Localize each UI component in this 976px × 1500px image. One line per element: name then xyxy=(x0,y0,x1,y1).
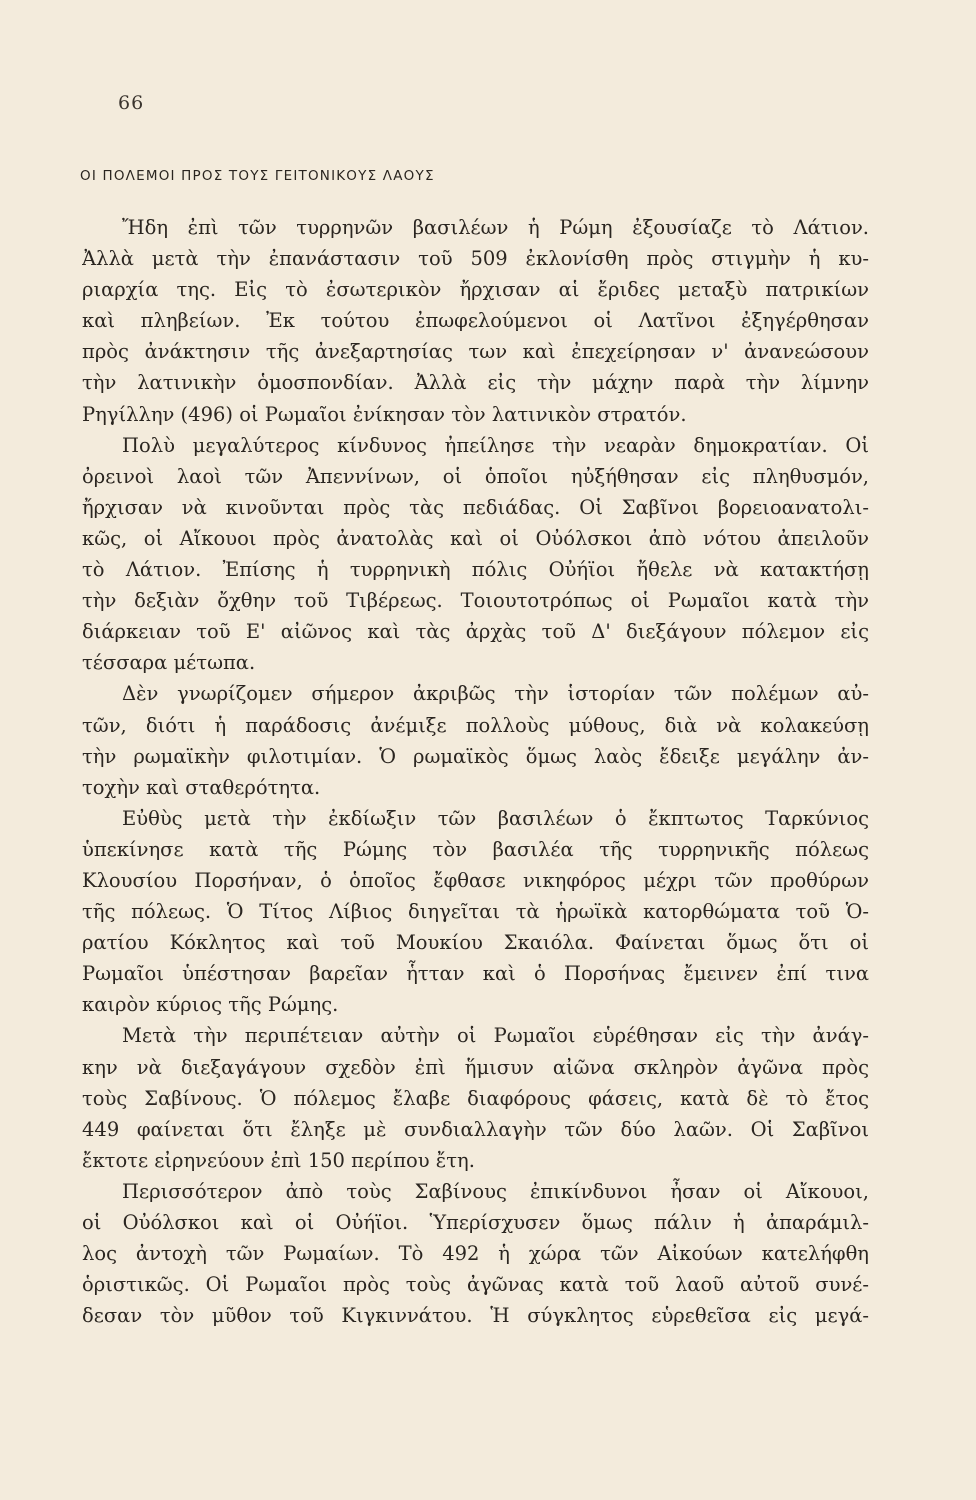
text-line: τοχὴν καὶ σταθερότητα. xyxy=(82,775,321,799)
text-line: Εὐθὺς μετὰ τὴν ἐκδίωξιν τῶν βασιλέων ὁ ἔκπτωτος Ταρκύνιος xyxy=(122,806,869,830)
text-line: 449 φαίνεται ὅτι ἔληξε μὲ συνδιαλλαγὴν τῶν δύο λαῶν. Οἱ Σαβῖνοι xyxy=(82,1117,869,1141)
paragraph-5 xyxy=(82,1020,869,1175)
text-line: Ἤδη ἐπὶ τῶν τυρρηνῶν βασιλέων ἡ Ρώμη ἐξουσίαζε τὸ Λάτιον. xyxy=(122,216,869,239)
page-number: 66 xyxy=(118,92,145,114)
paragraph-3 xyxy=(82,678,869,802)
text-line: καὶ πληβείων. Ἐκ τούτου ἐπωφελούμενοι οἱ Λατῖνοι ἐξηγέρθησαν xyxy=(82,309,869,333)
text-line: κην νὰ διεξαγάγουν σχεδὸν ἐπὶ ἥμισυν αἰῶνα σκληρὸν ἀγῶνα πρὸς xyxy=(82,1055,869,1079)
text-line: τὴν λατινικὴν ὁμοσπονδίαν. Ἀλλὰ εἰς τὴν μάχην παρὰ τὴν λίμνην xyxy=(82,371,869,395)
text-line: ἤρχισαν νὰ κινοῦνται πρὸς τὰς πεδιάδας. Οἱ Σαβῖνοι βορειοανατολι- xyxy=(82,495,869,519)
text-line: Ἀλλὰ μετὰ τὴν ἐπανάστασιν τοῦ 509 ἐκλονίσθη πρὸς στιγμὴν ἡ κυ- xyxy=(82,247,869,271)
text-line: λος ἀντοχὴ τῶν Ρωμαίων. Τὸ 492 ἡ χώρα τῶν Αἰκούων κατελήφθη xyxy=(82,1242,869,1266)
text-line: Κλουσίου Πορσήναν, ὁ ὁποῖος ἔφθασε νικηφόρος μέχρι τῶν προθύρων xyxy=(82,868,869,892)
text-line: διάρκειαν τοῦ Ε' αἰῶνος καὶ τὰς ἀρχὰς τοῦ Δ' διεξάγουν πόλεμον εἰς xyxy=(82,620,869,644)
text-line: τέσσαρα μέτωπα. xyxy=(82,651,256,675)
paragraph-2 xyxy=(82,430,869,679)
text-line: τὸ Λάτιον. Ἐπίσης ἡ τυρρηνικὴ πόλις Οὐήϊοι ἤθελε νὰ κατακτήσῃ xyxy=(82,558,869,582)
text-line: καιρὸν κύριος τῆς Ρώμης. xyxy=(82,993,339,1017)
text-line: Ρηγίλλην (496) οἱ Ρωμαῖοι ἐνίκησαν τὸν λατινικὸν στρατόν. xyxy=(82,402,687,426)
text-line: τοὺς Σαβίνους. Ὁ πόλεμος ἔλαβε διαφόρους φάσεις, κατὰ δὲ τὸ ἔτος xyxy=(82,1086,869,1110)
text-line: τὴν δεξιὰν ὄχθην τοῦ Τιβέρεως. Τοιουτοτρόπως οἱ Ρωμαῖοι κατὰ τὴν xyxy=(82,589,869,613)
text-line: ὑπεκίνησε κατὰ τῆς Ρώμης τὸν βασιλέα τῆς τυρρηνικῆς πόλεως xyxy=(82,837,869,861)
text-line: οἱ Οὐόλσκοι καὶ οἱ Οὐήϊοι. Ὑπερίσχυσεν ὅμως πάλιν ἡ ἀπαράμιλ- xyxy=(82,1211,869,1234)
text-line: ριαρχία της. Εἰς τὸ ἐσωτερικὸν ἤρχισαν αἱ ἔριδες μεταξὺ πατρικίων xyxy=(82,278,869,302)
text-line: ρατίου Κόκλητος καὶ τοῦ Μουκίου Σκαιόλα. Φαίνεται ὅμως ὅτι οἱ xyxy=(82,931,869,955)
text-line: ἔκτοτε εἰρηνεύουν ἐπὶ 150 περίπου ἔτη. xyxy=(82,1148,475,1172)
text-line: τὴν ρωμαϊκὴν φιλοτιμίαν. Ὁ ρωμαϊκὸς ὅμως λαὸς ἔδειξε μεγάλην ἀν- xyxy=(82,744,869,768)
text-line: Ρωμαῖοι ὑπέστησαν βαρεῖαν ἧτταν καὶ ὁ Πορσήνας ἔμεινεν ἐπί τινα xyxy=(82,962,869,986)
paragraph-4 xyxy=(82,803,869,1021)
text-line: κῶς, οἱ Αἴκουοι πρὸς ἀνατολὰς καὶ οἱ Οὐόλσκοι ἀπὸ νότου ἀπειλοῦν xyxy=(82,526,869,550)
text-line: Μετὰ τὴν περιπέτειαν αὐτὴν οἱ Ρωμαῖοι εὑρέθησαν εἰς τὴν ἀνάγ- xyxy=(122,1024,869,1048)
text-line: πρὸς ἀνάκτησιν τῆς ἀνεξαρτησίας των καὶ ἐπεχείρησαν ν' ἀνανεώσουν xyxy=(82,340,869,364)
text-line: τῆς πόλεως. Ὁ Τίτος Λίβιος διηγεῖται τὰ ἡρωϊκὰ κατορθώματα τοῦ Ὁ- xyxy=(82,900,869,924)
text-line: τῶν, διότι ἡ παράδοσις ἀνέμιξε πολλοὺς μύθους, διὰ νὰ κολακεύσῃ xyxy=(82,713,869,737)
text-line: ὁριστικῶς. Οἱ Ρωμαῖοι πρὸς τοὺς ἀγῶνας κατὰ τοῦ λαοῦ αὐτοῦ συνέ- xyxy=(82,1273,869,1297)
body-text xyxy=(82,212,869,1331)
text-line: δεσαν τὸν μῦθον τοῦ Κιγκιννάτου. Ἡ σύγκλητος εὑρεθεῖσα εἰς μεγά- xyxy=(82,1304,869,1328)
paragraph-1 xyxy=(82,212,869,430)
text-line: Περισσότερον ἀπὸ τοὺς Σαβίνους ἐπικίνδυνοι ἦσαν οἱ Αἴκουοι, xyxy=(122,1179,869,1203)
running-head: ΟΙ ΠΟΛΕΜΟΙ ΠΡΟΣ ΤΟΥΣ ΓΕΙΤΟΝΙΚΟΥΣ ΛΑΟΥΣ xyxy=(80,168,435,184)
text-line: ὀρεινοὶ λαοὶ τῶν Ἀπεννίνων, οἱ ὁποῖοι ηὐξήθησαν εἰς πληθυσμόν, xyxy=(82,464,869,488)
text-line: Πολὺ μεγαλύτερος κίνδυνος ἠπείλησε τὴν νεαρὰν δημοκρατίαν. Οἱ xyxy=(122,433,869,457)
text-line: Δὲν γνωρίζομεν σήμερον ἀκριβῶς τὴν ἱστορίαν τῶν πολέμων αὐ- xyxy=(122,682,869,706)
paragraph-6 xyxy=(82,1176,869,1331)
